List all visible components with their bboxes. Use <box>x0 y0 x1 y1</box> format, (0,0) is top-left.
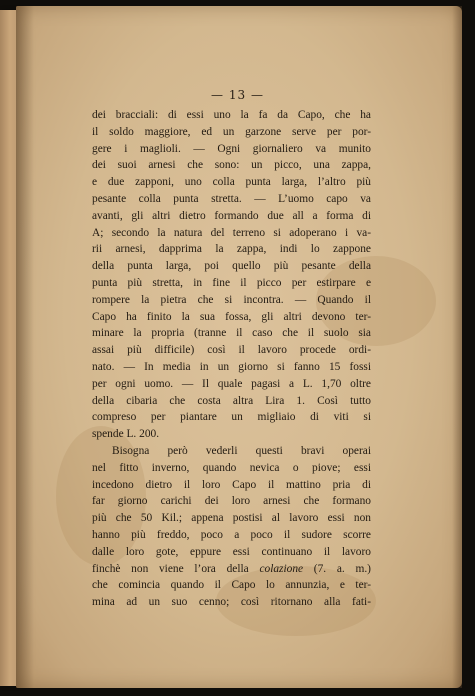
text-line: far giorno carichi dei loro arnesi che formano <box>92 495 371 508</box>
text-line: assai più difficile) così il lavoro procede ordi- <box>92 344 371 357</box>
text-line: pesante colla punta stretta. — L’uomo capo va <box>92 192 371 205</box>
text-line: hanno più freddo, poco a poco il sudore scorre <box>92 528 371 541</box>
text-line: rompere la pietra che si incontra. — Quando il <box>92 293 371 306</box>
text-line: e due zapponi, uno colla punta larga, l’altro più <box>92 176 371 189</box>
text-line: mina ad un suo cenno; così ritornano alla fati- <box>92 596 371 609</box>
page-number: — 13 — <box>211 88 264 102</box>
text-line: nato. — In media in un giorno si fanno 15 fossi <box>92 360 371 373</box>
gutter-shadow <box>16 6 34 688</box>
text-line: più che 50 Kil.; appena postisi al lavoro essi non <box>92 512 371 525</box>
italic-word: colazione <box>259 562 304 575</box>
body-text <box>92 107 371 611</box>
text-line: dalle loro gote, eppure essi continuano il lavoro <box>92 545 371 558</box>
text-line: compreso per piantare un migliaio di viti si <box>92 411 371 424</box>
text-line: gere i maglioli. — Ogni giornaliero va munito <box>92 142 371 155</box>
text-line: spende L. 200. <box>92 428 160 441</box>
page-edge-shadow <box>452 6 462 688</box>
text-line: Bisogna però vederli questi bravi operai <box>112 444 371 457</box>
text-line: finchè non viene l’ora della colazione (7. a. m.) <box>92 562 371 575</box>
text-line: della cibaria che costa altra Lira 1. Così tutto <box>92 394 371 407</box>
text-line: il soldo maggiore, ed un garzone serve per por- <box>92 125 371 138</box>
text-line: nel fitto inverno, quando nevica o piove; essi <box>92 461 371 474</box>
text-line: dei bracciali: di essi uno la fa da Capo, che ha <box>92 109 371 121</box>
text-line: A; secondo la natura del terreno si adoperano i va- <box>92 226 371 239</box>
text-line: minare la propria (tranne il caso che il suolo sia <box>92 327 371 340</box>
text-line: per ogni uomo. — Il quale pagasi a L. 1,70 oltre <box>92 377 371 390</box>
text-line: punta più stretta, in fine il picco per estirpare e <box>92 276 371 289</box>
text-line: incedono dietro il loro Capo il mattino pria di <box>92 478 371 491</box>
text-line: che comincia quando il Capo lo annunzia, e ter- <box>92 579 371 592</box>
text-line: dei suoi arnesi che sono: un picco, una zappa, <box>92 159 371 172</box>
text-line: della punta larga, poi quello più pesante della <box>92 260 371 273</box>
text-line: avanti, gli altri dietro formando due all a forma di <box>92 209 371 222</box>
text-line: Capo ha finito la sua fossa, gli altri devono ter- <box>92 310 371 323</box>
text-line: rii arnesi, dapprima la zappa, indi lo zappone <box>92 243 371 256</box>
